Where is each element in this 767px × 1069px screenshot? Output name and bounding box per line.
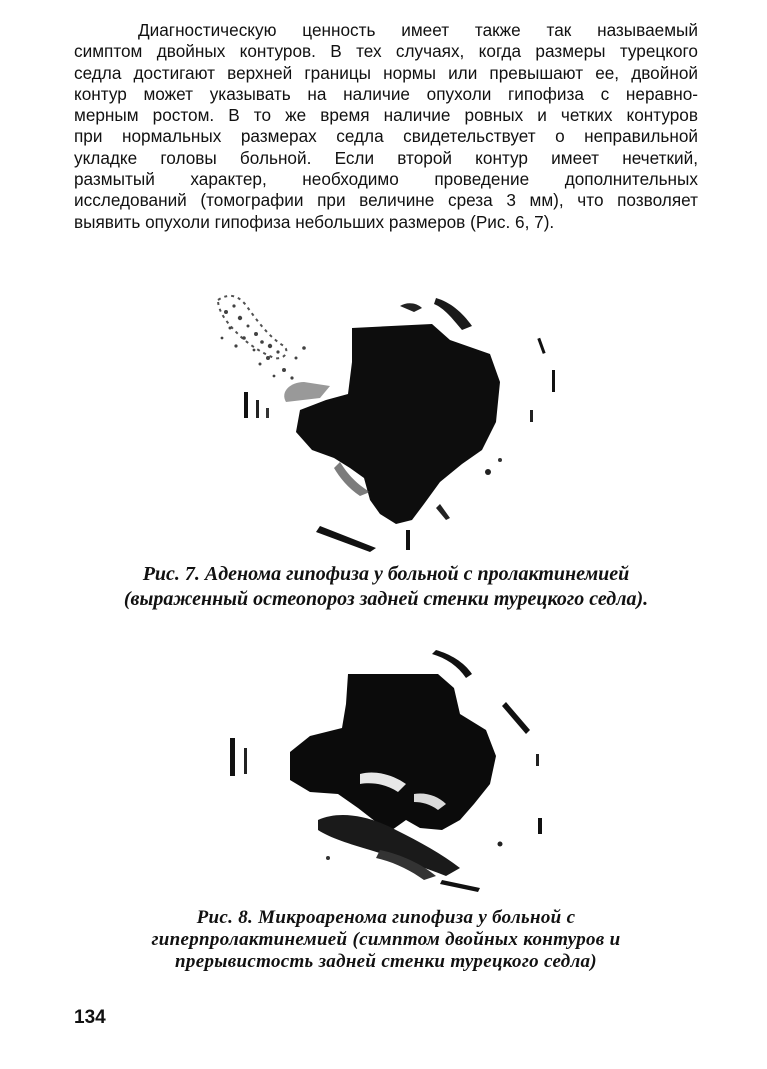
caption-line: (выраженный остеопороз задней стенки турецкого седла). — [123, 588, 649, 610]
page-number: 134 — [74, 1007, 106, 1028]
paragraph-line: контур может указывать на наличие опухоли гипофиза с неравно- — [74, 83, 698, 104]
paragraph-line: Диагностическую ценность имеет также так называемый — [138, 20, 698, 40]
figure-7-xray-image — [200, 282, 570, 554]
paragraph-line: укладке головы больной. Если второй контур имеет нечеткий, — [74, 147, 698, 168]
caption-line: прерывистость задней стенки турецкого седла) — [175, 951, 597, 972]
paragraph-line: исследований (томографии при величине среза 3 мм), что позволяет — [74, 190, 698, 211]
paragraph-line: при нормальных размерах седла свидетельствует о неправильной — [74, 126, 698, 147]
figure-8-xray-image — [210, 644, 560, 894]
paragraph-line: размытый характер, необходимо проведение дополнительных — [74, 169, 698, 190]
caption-line: гиперпролактинемией (симптом двойных контуров и — [151, 929, 621, 950]
paragraph-line: мерным ростом. В то же время наличие ровных и четких контуров — [74, 105, 698, 126]
paragraph-line: симптом двойных контуров. В тех случаях, когда размеры турецкого — [74, 41, 698, 62]
figure-8-caption — [74, 907, 698, 973]
figure-7-caption — [74, 562, 698, 612]
xray-image-fig7 — [200, 282, 570, 554]
xray-image-fig8 — [210, 644, 560, 894]
paragraph-line: выявить опухоли гипофиза небольших размеров (Рис. 6, 7). — [74, 211, 555, 232]
caption-line: Рис. 8. Микроаренома гипофиза у больной с — [196, 907, 576, 928]
body-paragraph — [74, 20, 698, 233]
paragraph-line: седла достигают верхней границы нормы или превышают ее, двойной — [74, 62, 698, 83]
caption-line: Рис. 7. Аденома гипофиза у больной с пролактинемией — [142, 563, 630, 585]
